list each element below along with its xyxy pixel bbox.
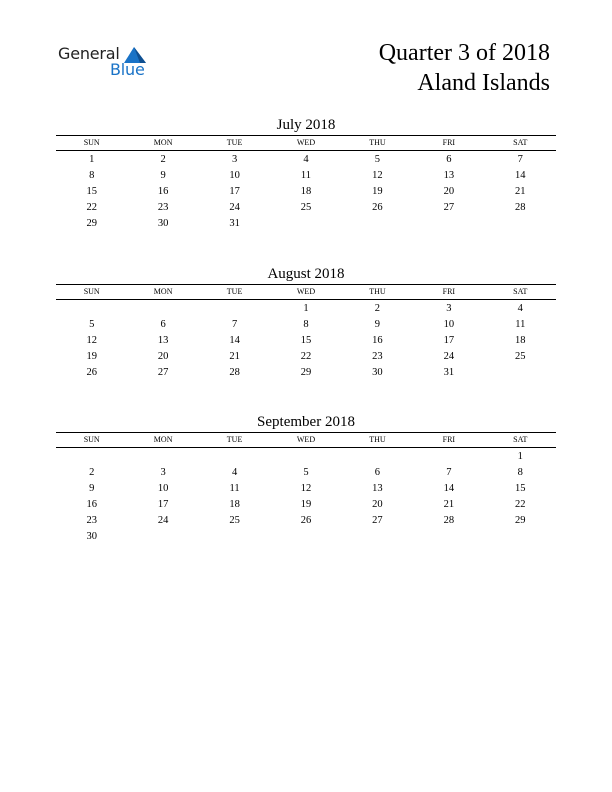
day-cell: 8 (303, 319, 309, 330)
day-cell: 26 (372, 202, 383, 213)
day-cell (413, 216, 484, 232)
dow-tue: TUE (226, 138, 243, 147)
day-cell (485, 365, 556, 381)
day-cell: 24 (229, 202, 240, 213)
day-cell (56, 301, 127, 317)
day-cell: 7 (231, 319, 238, 330)
week-row (56, 449, 556, 465)
day-cell: 30 (372, 367, 383, 378)
quarter-title: Quarter 3 of 2018 (378, 40, 550, 66)
day-cell: 15 (515, 483, 526, 494)
day-cell: 25 (300, 202, 312, 213)
day-cell: 20 (372, 499, 383, 510)
month-september (56, 412, 556, 545)
day-cell: 10 (229, 170, 240, 181)
day-cell: 11 (515, 319, 526, 330)
day-cell: 25 (229, 515, 240, 526)
page-title (379, 38, 550, 98)
dow-thu: THU (369, 138, 386, 147)
day-cell: 13 (157, 335, 169, 346)
day-cell: 3 (446, 303, 452, 314)
day-cell: 28 (229, 367, 240, 378)
month-july (56, 115, 556, 232)
day-cell: 22 (515, 499, 526, 510)
dow-tue: TUE (226, 287, 243, 296)
day-cell: 31 (229, 218, 240, 229)
month-title: August 2018 (267, 266, 345, 282)
day-cell: 14 (229, 335, 240, 346)
month-title: July 2018 (276, 117, 336, 133)
day-cell: 4 (231, 467, 238, 478)
day-cell: 4 (303, 154, 309, 165)
dow-fri: FRI (442, 435, 456, 444)
dow-sat: SAT (513, 138, 528, 147)
day-cell: 8 (517, 467, 523, 478)
week-row (56, 481, 556, 497)
week-row (56, 333, 556, 349)
day-cell (485, 529, 556, 545)
day-cell: 11 (300, 170, 312, 181)
dow-sun: SUN (83, 138, 100, 147)
day-cell: 29 (515, 515, 526, 526)
day-cell: 30 (157, 218, 169, 229)
day-cell: 6 (160, 319, 166, 330)
day-cell (342, 449, 413, 465)
day-cell: 5 (89, 319, 95, 330)
dow-wed: WED (296, 138, 316, 147)
dow-mon: MON (153, 138, 173, 147)
day-cell (270, 449, 341, 465)
day-cell: 6 (374, 467, 381, 478)
day-cell: 17 (157, 499, 169, 510)
dow-wed: WED (296, 287, 316, 296)
day-cell: 20 (157, 351, 169, 362)
day-cell: 7 (446, 467, 452, 478)
day-cell: 24 (443, 351, 455, 362)
day-cell: 5 (303, 467, 309, 478)
day-cell: 27 (372, 515, 383, 526)
day-cell: 30 (86, 531, 97, 542)
logo-text-general: General (58, 44, 120, 63)
day-cell: 13 (443, 170, 455, 181)
day-cell: 24 (157, 515, 169, 526)
dow-wed: WED (296, 435, 316, 444)
day-cell: 19 (372, 186, 383, 197)
week-row (56, 152, 556, 168)
day-cell: 12 (86, 335, 97, 346)
day-cell: 15 (86, 186, 97, 197)
day-cell (485, 216, 556, 232)
day-cell: 26 (86, 367, 97, 378)
day-cell (342, 216, 413, 232)
day-cell: 14 (443, 483, 455, 494)
day-cell: 27 (157, 367, 169, 378)
day-cell: 22 (300, 351, 312, 362)
day-cell: 18 (300, 186, 312, 197)
week-row (56, 200, 556, 216)
day-cell (270, 529, 341, 545)
day-cell (127, 449, 198, 465)
day-cell: 16 (86, 499, 97, 510)
day-cell: 28 (515, 202, 526, 213)
day-cell: 23 (157, 202, 169, 213)
day-cell: 22 (86, 202, 97, 213)
month-august (56, 264, 556, 381)
day-cell: 2 (160, 154, 166, 165)
day-cell: 25 (515, 351, 526, 362)
day-cell (199, 301, 270, 317)
week-row (56, 168, 556, 184)
day-cell: 29 (86, 218, 97, 229)
week-row (56, 184, 556, 200)
week-row (56, 365, 556, 381)
week-row (56, 513, 556, 529)
day-cell (413, 529, 484, 545)
day-cell: 3 (231, 154, 238, 165)
day-cell: 10 (157, 483, 169, 494)
day-cell: 19 (300, 499, 312, 510)
day-cell: 2 (89, 467, 95, 478)
week-row (56, 301, 556, 317)
day-cell: 31 (443, 367, 455, 378)
dow-thu: THU (369, 287, 386, 296)
day-cell: 26 (300, 515, 312, 526)
day-of-week-header (56, 284, 556, 300)
dow-sun: SUN (83, 287, 100, 296)
dow-fri: FRI (442, 287, 456, 296)
day-cell (127, 301, 198, 317)
week-row (56, 465, 556, 481)
day-cell: 4 (517, 303, 523, 314)
day-cell: 15 (300, 335, 312, 346)
day-cell: 1 (303, 303, 309, 314)
day-cell (199, 529, 270, 545)
day-cell: 23 (372, 351, 383, 362)
day-cell (199, 449, 270, 465)
day-cell: 1 (89, 154, 95, 165)
country-title: Aland Islands (417, 70, 550, 96)
day-cell: 11 (229, 483, 240, 494)
day-cell: 14 (515, 170, 526, 181)
day-cell: 18 (229, 499, 240, 510)
day-of-week-header (56, 135, 556, 151)
day-cell: 21 (515, 186, 526, 197)
dow-mon: MON (153, 287, 173, 296)
day-cell (413, 449, 484, 465)
week-row (56, 216, 556, 232)
dow-fri: FRI (442, 138, 456, 147)
day-cell: 21 (229, 351, 240, 362)
day-cell: 12 (372, 170, 383, 181)
day-cell: 9 (89, 483, 95, 494)
day-cell: 12 (300, 483, 312, 494)
day-cell: 16 (157, 186, 169, 197)
day-cell: 9 (374, 319, 381, 330)
logo-text-blue: Blue (110, 60, 145, 79)
day-cell: 9 (160, 170, 166, 181)
dow-mon: MON (153, 435, 173, 444)
day-cell: 5 (374, 154, 381, 165)
week-row (56, 529, 556, 545)
generalblue-logo (58, 44, 158, 84)
day-cell (342, 529, 413, 545)
day-cell: 17 (443, 335, 455, 346)
week-row (56, 349, 556, 365)
day-cell: 7 (517, 154, 523, 165)
day-cell: 16 (372, 335, 383, 346)
day-cell: 6 (446, 154, 452, 165)
day-cell: 29 (300, 367, 312, 378)
day-cell: 28 (443, 515, 455, 526)
day-cell: 23 (86, 515, 97, 526)
day-cell (56, 449, 127, 465)
day-cell: 13 (372, 483, 383, 494)
day-cell: 2 (374, 303, 381, 314)
day-cell: 10 (443, 319, 455, 330)
day-cell: 1 (517, 451, 523, 462)
day-of-week-header (56, 432, 556, 448)
dow-thu: THU (369, 435, 386, 444)
day-cell (127, 529, 198, 545)
day-cell: 19 (86, 351, 97, 362)
week-row (56, 497, 556, 513)
day-cell: 18 (515, 335, 526, 346)
day-cell: 27 (443, 202, 455, 213)
week-row (56, 317, 556, 333)
dow-sat: SAT (513, 435, 528, 444)
day-cell (270, 216, 341, 232)
day-cell: 17 (229, 186, 240, 197)
day-cell: 3 (160, 467, 166, 478)
dow-sat: SAT (513, 287, 528, 296)
dow-tue: TUE (226, 435, 243, 444)
dow-sun: SUN (83, 435, 100, 444)
day-cell: 20 (443, 186, 455, 197)
month-title: September 2018 (257, 414, 355, 430)
day-cell: 8 (89, 170, 95, 181)
day-cell: 21 (443, 499, 455, 510)
